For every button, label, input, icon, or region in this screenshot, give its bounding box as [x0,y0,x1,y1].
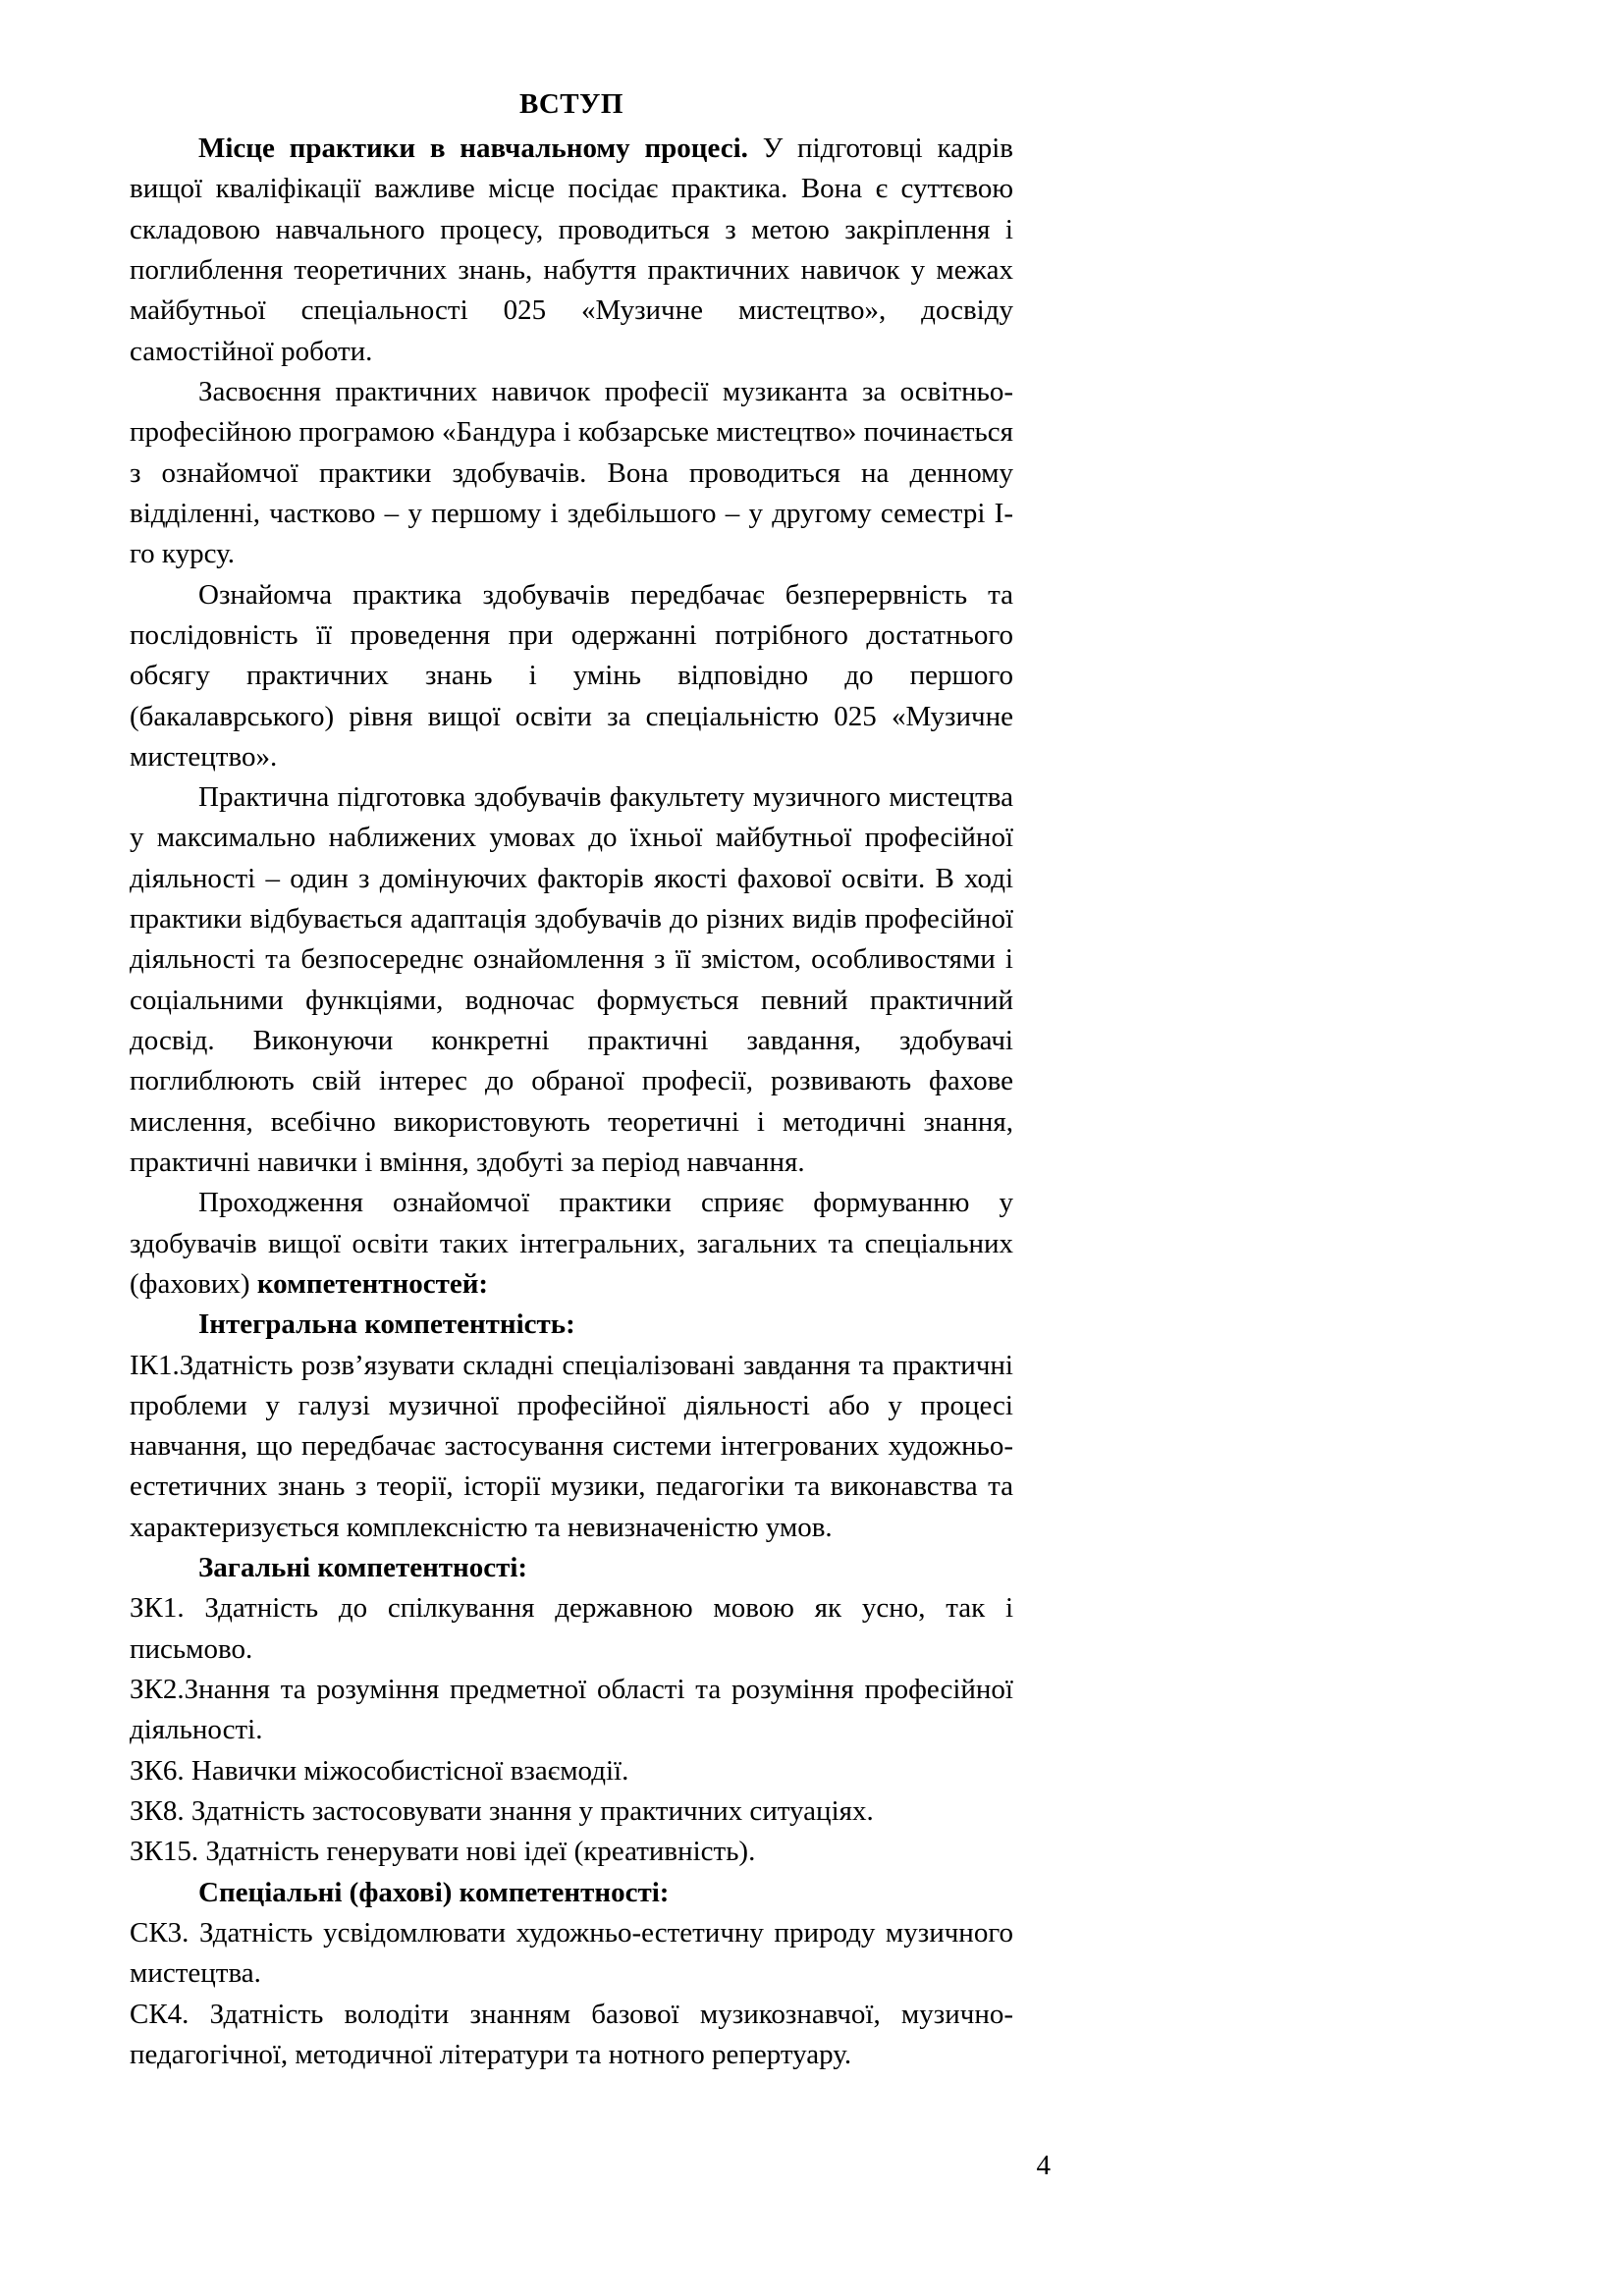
paragraph-mastering-skills [130,372,1013,575]
competency-text: Здатність усвідомлювати художньо-естетичну природу музичного мистецтва. [130,1916,1013,1990]
competency-item-ik1 [130,1346,1013,1549]
competency-text: Здатність володіти знанням базової музикознавчої, музично-педагогічної, методичної літератури та нотного репертуару. [130,1998,1013,2070]
paragraph-text: Засвоєння практичних навичок професії музиканта за освітньо-професійною програмою «Бандура і кобзарське мистецтво» починається з ознайомчої практики здобувачів. Вона проводиться на денному відділенні, частково – у першому і здебільшого – у другому семестрі І-го курсу. [130,376,1013,570]
competency-item-sk4 [130,1995,1013,2076]
competency-text: Здатність розв’язувати складні спеціалізовані завдання та практичні проблеми у галузі музичної професійної діяльності або у процесі навчання, що передбачає застосування системи інтегрованих художньо-естетичних знань з теорії, історії музики, педагогіки та виконавства та характеризується комплексністю та невизначеністю умов. [130,1349,1013,1543]
competency-code: ЗК6. [130,1754,185,1787]
page-content [130,84,1013,2075]
paragraph-lead-bold: Місце практики в навчальному процесі. [198,133,748,165]
paragraph-practical-training [130,777,1013,1183]
competency-code: ЗК2. [130,1674,185,1706]
competency-code: ЗК15. [130,1836,199,1868]
heading-special-competences: Спеціальні (фахові) компетентності: [198,1876,670,1908]
competency-code: СК3. [130,1916,189,1949]
paragraph-text: У підготовці кадрів вищої кваліфікації важливе місце посідає практика. Вона є суттєвою складовою навчального процесу, проводиться з метою закріплення і поглиблення теоретичних знань, набуття практичних навичок у межах майбутньої спеціальності 025 «Музичне мистецтво», досвіду самостійної роботи. [130,133,1013,367]
competency-item-zk15 [130,1832,1013,1872]
competency-text: Знання та розуміння предметної області та розуміння професійної діяльності. [130,1674,1013,1746]
competencies-intro-bold: компетентностей: [256,1267,489,1300]
paragraph-text: Ознайомча практика здобувачів передбачає безперервність та послідовність її проведення при одержанні потрібного достатнього обсягу практичних знань і умінь відповідно до першого (бакалаврського) рівня вищої освіти за спеціальністю 025 «Музичне мистецтво». [130,578,1013,773]
paragraph-place-of-practice [130,129,1013,372]
competency-code: ІК1. [130,1349,180,1381]
heading-general-competences: Загальні компетентності: [198,1552,528,1584]
competency-item-zk8 [130,1791,1013,1832]
paragraph-competencies-intro [130,1183,1013,1305]
competencies-intro-text: Проходження ознайомчої практики сприяє формуванню у здобувачів вищої освіти таких інтегральних, загальних та спеціальних (фахових) [130,1187,1013,1300]
competency-item-zk1 [130,1588,1013,1670]
paragraph-continuity [130,575,1013,778]
competency-code: ЗК1. [130,1592,185,1625]
competency-item-zk6 [130,1751,1013,1791]
page-number: 4 [1036,2150,1051,2181]
competency-item-sk3 [130,1913,1013,1995]
heading-integral-competence: Інтегральна компетентність: [198,1308,575,1341]
competency-code: ЗК8. [130,1794,185,1827]
competency-item-zk2 [130,1670,1013,1751]
paragraph-text: Практична підготовка здобувачів факультету музичного мистецтва у максимально наближених умовах до їхньої майбутньої професійної діяльності – один з домінуючих факторів якості фахової освіти. В ході практики відбувається адаптація здобувачів до різних видів професійної діяльності та безпосереднє ознайомлення з її змістом, особливостями і соціальними функціями, водночас формується певний практичний досвід. Виконуючи конкретні практичні завдання, здобувачі поглиблюють свій інтерес до обраної професії, розвивають фахове мислення, всебічно використовують теоретичні і методичні знання, практичні навички і вміння, здобуті за період навчання. [130,781,1013,1178]
competency-text: Здатність до спілкування державною мовою як усно, так і письмово. [130,1592,1013,1665]
competency-text: Навички міжособистісної взаємодії. [184,1754,629,1787]
competency-code: СК4. [130,1998,189,2030]
competency-text: Здатність генерувати нові ідеї (креативність). [198,1836,756,1868]
page-title: ВСТУП [519,88,623,120]
competency-text: Здатність застосовувати знання у практичних ситуаціях. [184,1794,874,1827]
